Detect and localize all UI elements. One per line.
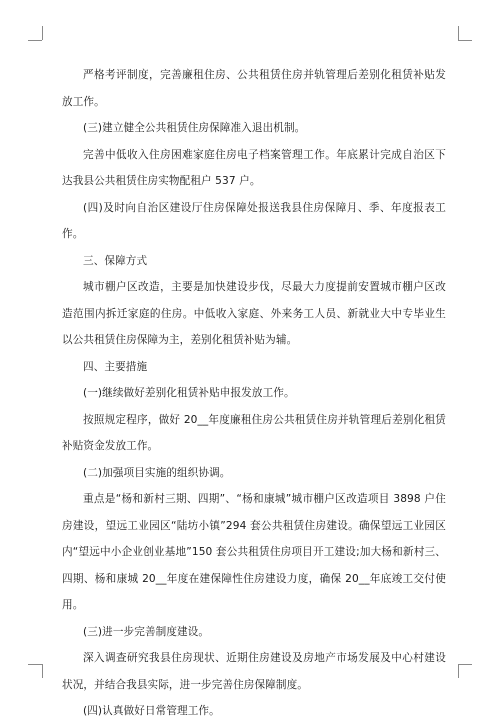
paragraph-project-coordination: 重点是“杨和新村三期、四期”、“杨和康城”城市棚户区改造项目 3898 户住房建设，望远工业园区“陆坊小镇”294 套公共租赁住房建设。确保望远工业园区内“望远中小企业创业基地”150 套公共租赁住房项目开工建设;加大杨和新村三、四期、杨和康城 20__年度在建保障性住房建设力度，确保 20__年底竣工交付使用。 (62, 493, 446, 611)
heading-daily-management: (四)认真做好日常管理工作。 (83, 705, 220, 717)
crop-mark-top-right-horizontal (458, 40, 472, 41)
crop-mark-bottom-right-vertical (458, 664, 459, 678)
heading-report-submission: (四)及时向自治区建设厅住房保障处报送我县住房保障月、季、年度报表工作。 (62, 201, 446, 240)
section-heading-guarantee-method: 三、保障方式 (83, 254, 148, 267)
crop-mark-top-left-vertical (42, 26, 43, 40)
crop-mark-bottom-right-horizontal (458, 664, 472, 665)
paragraph-system-building: 深入调查研究我县住房现状、近期住房建设及房地产市场发展及中心村建设状况，并结合我县实际，进一步完善住房保障制度。 (62, 652, 446, 691)
heading-system-building: (三)进一步完善制度建设。 (83, 625, 210, 638)
section-heading-main-measures: 四、主要措施 (83, 360, 148, 373)
crop-mark-top-left-horizontal (28, 40, 42, 41)
paragraph-evaluation: 严格考评制度，完善廉租住房、公共租赁住房并轨管理后差别化租赁补贴发放工作。 (62, 69, 446, 108)
crop-mark-top-right-vertical (458, 26, 459, 40)
paragraph-archive-management: 完善中低收入住房困难家庭住房电子档案管理工作。年底累计完成自治区下达我县公共租赁住房实物配租户 537 户。 (62, 148, 446, 187)
document-body (62, 62, 446, 725)
heading-entry-exit-mechanism: (三)建立健全公共租赁住房保障准入退出机制。 (83, 122, 306, 134)
crop-mark-bottom-left-horizontal (28, 664, 42, 665)
heading-subsidy-distribution: (一)继续做好差别化租赁补贴申报发放工作。 (83, 387, 295, 399)
paragraph-subsidy-distribution: 按照规定程序，做好 20__年度廉租住房公共租赁住房并轨管理后差别化租赁补贴资金发放工作。 (62, 413, 446, 452)
paragraph-guarantee-method: 城市棚户区改造，主要是加快建设步伐，尽最大力度提前安置城市棚户区改造范围内拆迁家庭的住房。中低收入家庭、外来务工人员、新就业大中专毕业生以公共租赁住房保障为主，差别化租赁补贴为辅。 (62, 281, 446, 346)
heading-project-coordination: (二)加强项目实施的组织协调。 (83, 466, 231, 479)
crop-mark-bottom-left-vertical (42, 664, 43, 678)
